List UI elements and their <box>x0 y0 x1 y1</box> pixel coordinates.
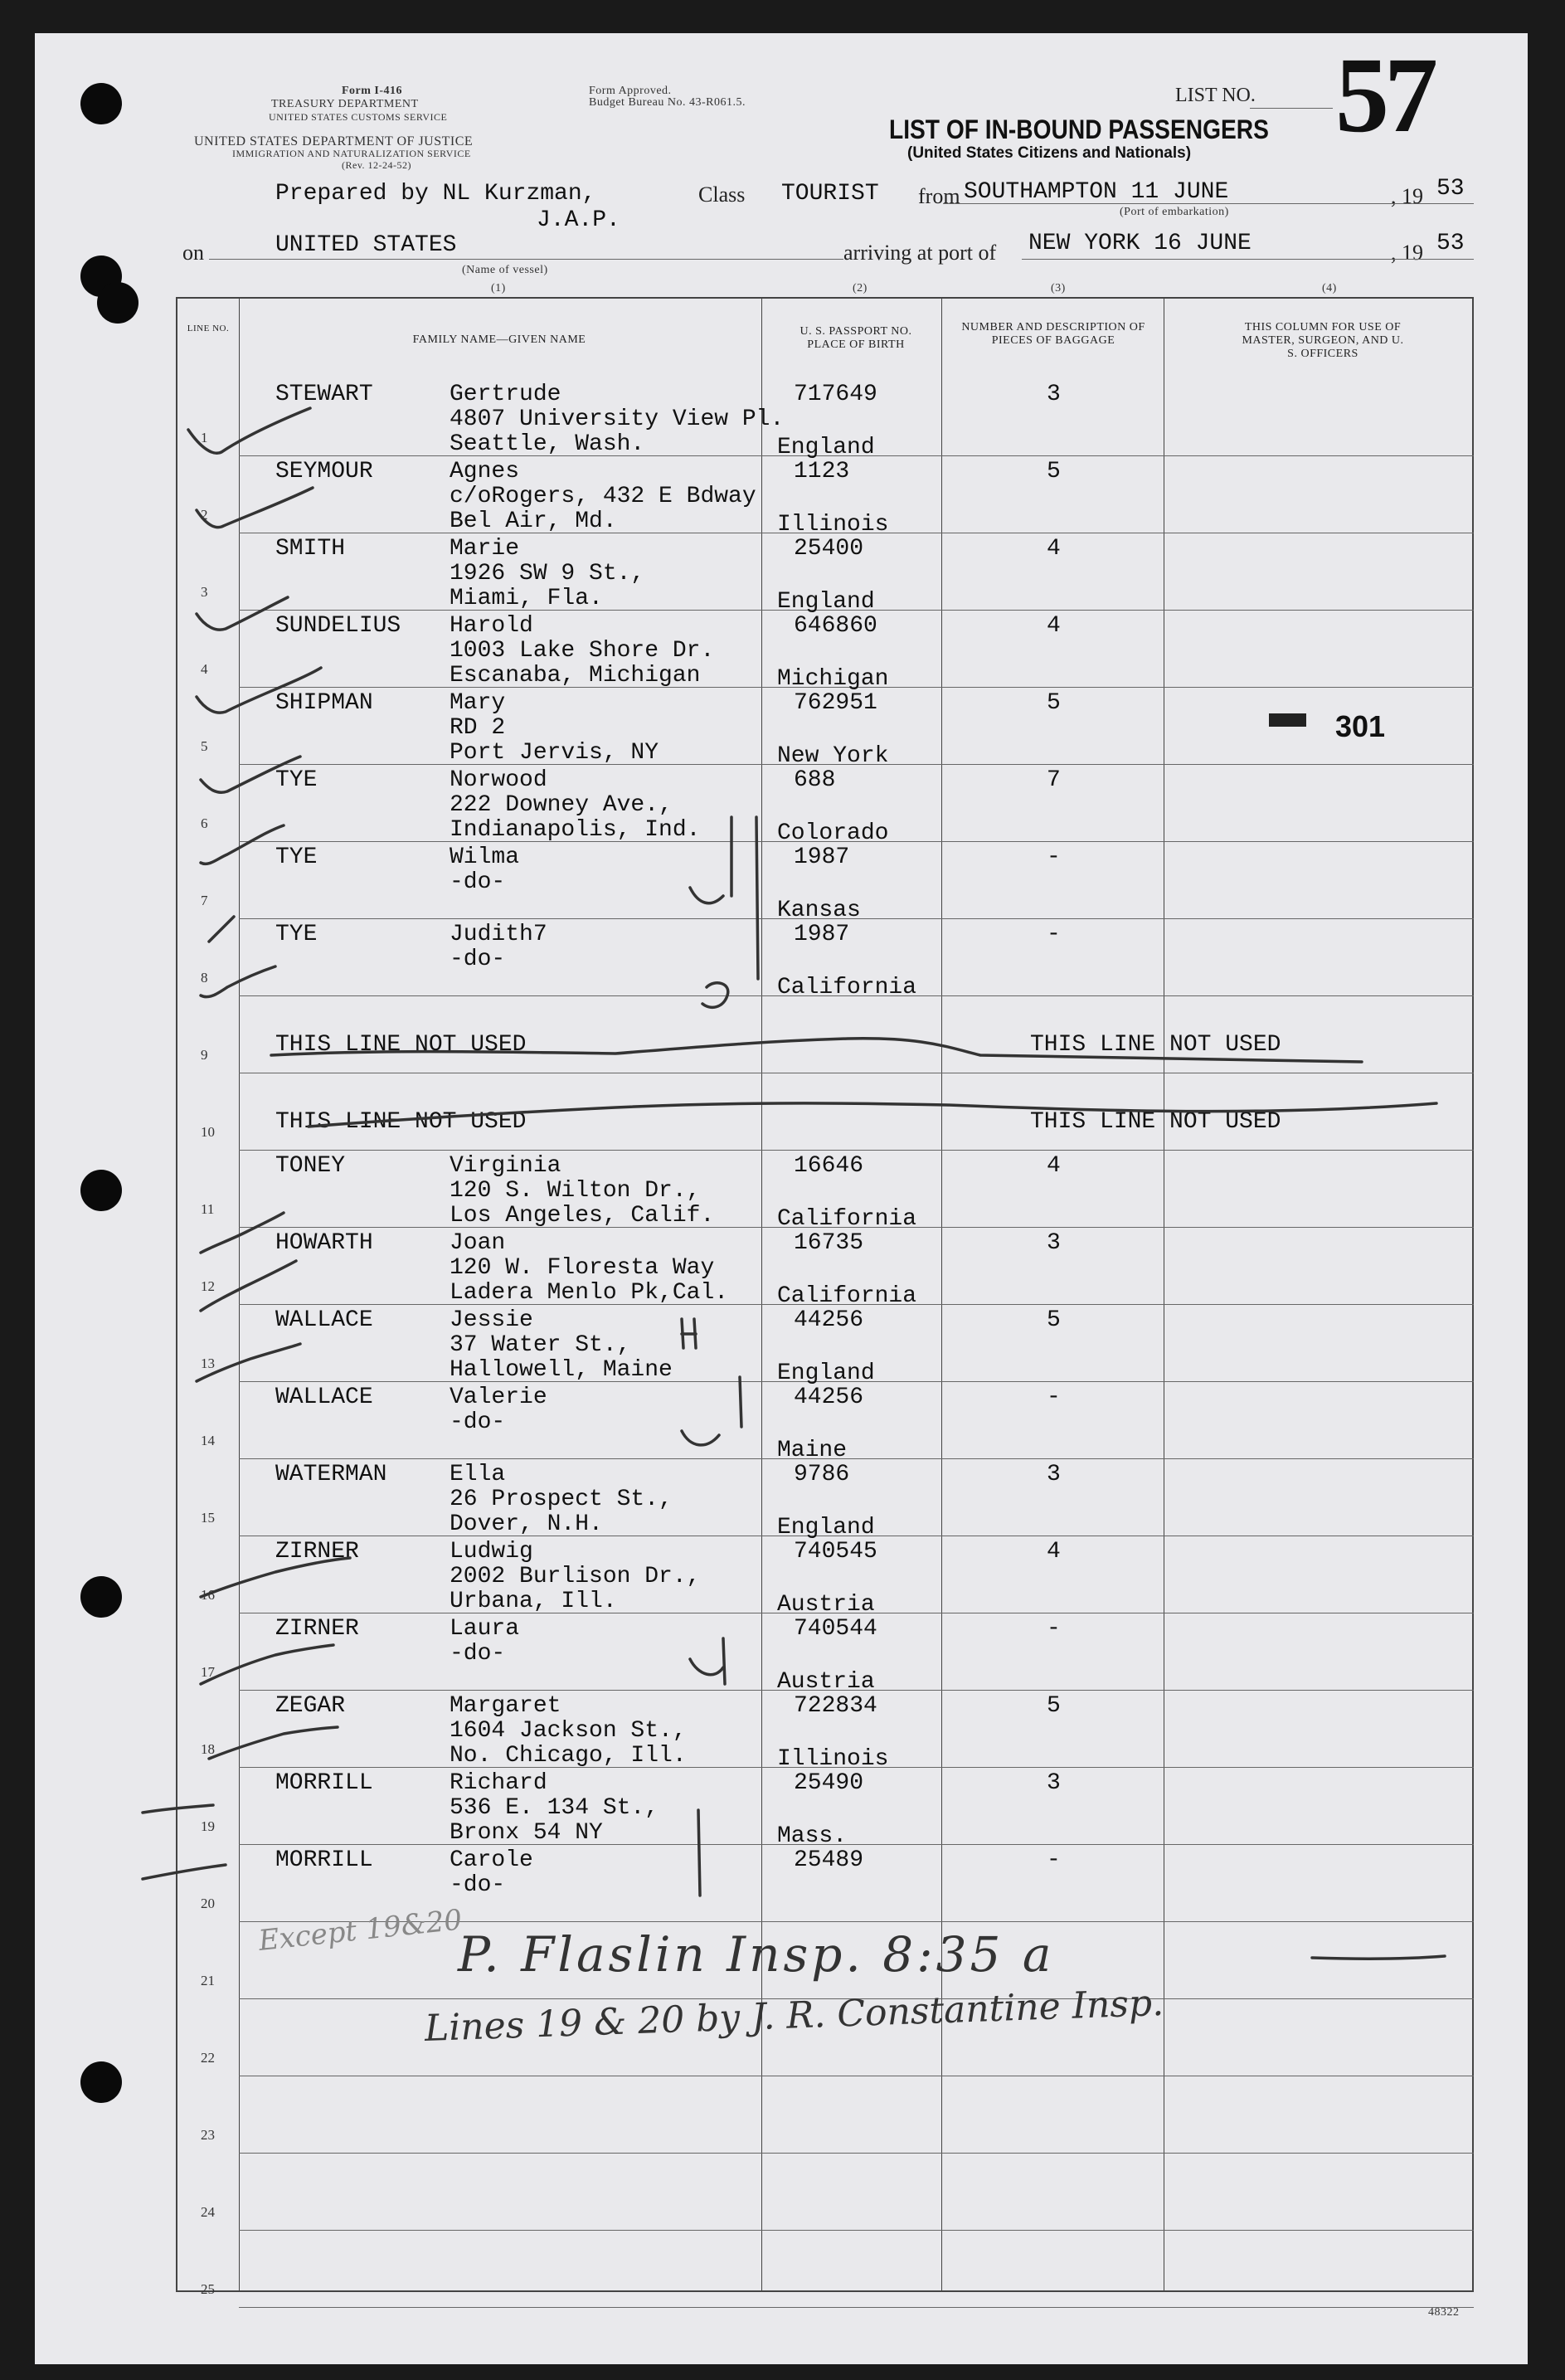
port-of-arrival: NEW YORK 16 JUNE <box>1028 231 1252 256</box>
inspector-signature: P. Flaslin Insp. 8:35 a <box>458 1926 1055 1983</box>
given-name: Ella <box>450 1462 506 1487</box>
address-line-1: 1003 Lake Shore Dr. <box>450 638 715 664</box>
port-embark-caption: (Port of embarkation) <box>1120 206 1229 218</box>
treasury-dept: TREASURY DEPARTMENT <box>271 98 419 110</box>
arrival-year-prefix: , 19 <box>1391 241 1423 265</box>
address-line-1: 1604 Jackson St., <box>450 1718 687 1744</box>
justice-dept: UNITED STATES DEPARTMENT OF JUSTICE <box>194 134 474 148</box>
family-name: TYE <box>275 844 318 870</box>
form-approved: Form Approved. <box>589 85 672 97</box>
line-number: 15 <box>201 1510 215 1526</box>
address-line-1: -do- <box>450 947 506 972</box>
baggage-count: 3 <box>1047 382 1061 407</box>
place-of-birth: Colorado <box>777 820 889 846</box>
given-name: Margaret <box>450 1693 561 1719</box>
check-mark <box>201 757 300 792</box>
col-header-baggage: NUMBER AND DESCRIPTION OF PIECES OF BAGGAGE <box>961 321 1145 347</box>
except-note: Except 19&20 <box>256 1903 464 1958</box>
arrival-year: 53 <box>1436 231 1465 256</box>
place-of-birth: Michigan <box>777 666 889 692</box>
passport-number: 1987 <box>794 922 850 947</box>
preparer-initials: J.A.P. <box>537 207 620 233</box>
family-name: MORRILL <box>275 1847 373 1873</box>
family-name: SUNDELIUS <box>275 613 401 639</box>
form-revision: (Rev. 12-24-52) <box>342 159 412 171</box>
address-line-1: 1926 SW 9 St., <box>450 561 645 586</box>
list-no-label: LIST NO. <box>1175 85 1256 106</box>
address-line-1: -do- <box>450 1641 506 1667</box>
place-of-birth: Illinois <box>777 1746 889 1772</box>
address-line-1: -do- <box>450 1409 506 1435</box>
place-of-birth: California <box>777 1283 917 1309</box>
check-mark <box>197 668 321 713</box>
place-of-birth: Kansas <box>777 898 861 923</box>
family-name: HOWARTH <box>275 1230 373 1256</box>
place-of-birth: Mass. <box>777 1823 848 1849</box>
cross-out-line <box>271 1039 1362 1062</box>
passport-number: 740545 <box>794 1539 877 1565</box>
baggage-count: 5 <box>1047 1693 1061 1719</box>
on-label: on <box>182 241 204 265</box>
address-line-2: Bel Air, Md. <box>450 509 617 534</box>
given-name: Richard <box>450 1770 547 1796</box>
col1-number: (1) <box>491 282 506 294</box>
family-name: ZEGAR <box>275 1693 346 1719</box>
place-of-birth: England <box>777 1360 875 1386</box>
passport-number: 740544 <box>794 1616 877 1642</box>
line-not-used-right: THIS LINE NOT USED <box>1030 1032 1281 1058</box>
passport-number: 722834 <box>794 1693 877 1719</box>
family-name: WATERMAN <box>275 1462 387 1487</box>
address-line-2: Bronx 54 NY <box>450 1820 603 1846</box>
form-subtitle: (United States Citizens and Nationals) <box>907 144 1192 162</box>
family-name: SEYMOUR <box>275 459 373 484</box>
baggage-count: - <box>1047 1616 1061 1642</box>
from-label: from <box>918 184 960 208</box>
given-name: Joan <box>450 1230 506 1256</box>
baggage-count: 5 <box>1047 459 1061 484</box>
family-name: TYE <box>275 922 318 947</box>
constantine-note: Lines 19 & 20 by J. R. Constantine Insp. <box>424 1981 1164 2050</box>
check-mark <box>143 1805 213 1813</box>
line-number: 12 <box>201 1278 215 1294</box>
line-number: 22 <box>201 2050 215 2066</box>
check-mark <box>197 488 313 528</box>
vessel-name: UNITED STATES <box>275 232 457 258</box>
document-page <box>35 33 1528 2364</box>
address-line-2: Escanaba, Michigan <box>450 663 701 689</box>
line-number: 3 <box>201 584 208 600</box>
list-number: 57 <box>1335 36 1433 155</box>
address-line-1: 37 Water St., <box>450 1332 631 1358</box>
family-name: SHIPMAN <box>275 690 373 716</box>
check-mark <box>201 1213 284 1253</box>
line-number: 11 <box>201 1201 215 1217</box>
passport-number: 44256 <box>794 1385 864 1410</box>
family-name: MORRILL <box>275 1770 373 1796</box>
baggage-count: 4 <box>1047 613 1061 639</box>
port-of-embarkation: SOUTHAMPTON 11 JUNE <box>964 179 1229 205</box>
given-name: Laura <box>450 1616 520 1642</box>
passport-number: 9786 <box>794 1462 850 1487</box>
given-name: Agnes <box>450 459 520 484</box>
line-number: 24 <box>201 2204 215 2220</box>
place-of-birth: England <box>777 1515 875 1540</box>
class-value: TOURIST <box>781 181 879 207</box>
line-number: 23 <box>201 2127 215 2143</box>
given-name: Norwood <box>450 767 547 793</box>
address-line-2: Los Angeles, Calif. <box>450 1203 715 1229</box>
address-line-1: -do- <box>450 869 506 895</box>
line-number: 7 <box>201 893 208 908</box>
given-name: Ludwig <box>450 1539 533 1565</box>
check-mark <box>201 1558 350 1597</box>
line-number: 2 <box>201 507 208 523</box>
family-name: TYE <box>275 767 318 793</box>
passport-number: 25489 <box>794 1847 864 1873</box>
handwritten-marks <box>35 33 1528 2364</box>
given-name: Jessie <box>450 1307 533 1333</box>
address-line-2: Port Jervis, NY <box>450 740 659 766</box>
address-line-2: Hallowell, Maine <box>450 1357 673 1383</box>
budget-bureau: Budget Bureau No. 43-R061.5. <box>589 96 746 109</box>
address-line-2: Ladera Menlo Pk,Cal. <box>450 1280 729 1306</box>
line-number: 4 <box>201 661 208 677</box>
cross-out-line <box>309 1103 1436 1127</box>
check-mark <box>209 1727 338 1759</box>
line-number: 6 <box>201 815 208 831</box>
family-name: STEWART <box>275 382 373 407</box>
passport-number: 25490 <box>794 1770 864 1796</box>
vessel-caption: (Name of vessel) <box>462 264 548 276</box>
check-mark <box>197 597 288 630</box>
embark-year-prefix: , 19 <box>1391 184 1423 208</box>
line-number: 9 <box>201 1047 208 1063</box>
col-header-officers: THIS COLUMN FOR USE OF MASTER, SURGEON, AND U. S. OFFICERS <box>1242 321 1404 360</box>
place-of-birth: Maine <box>777 1438 848 1463</box>
form-id: Form I-416 <box>342 85 403 97</box>
line-number: 8 <box>201 970 208 986</box>
address-line-1: 2002 Burlison Dr., <box>450 1564 701 1589</box>
passport-number: 717649 <box>794 382 877 407</box>
passport-number: 25400 <box>794 536 864 562</box>
baggage-count: 3 <box>1047 1770 1061 1796</box>
address-line-1: 26 Prospect St., <box>450 1487 673 1512</box>
baggage-count: 5 <box>1047 1307 1061 1333</box>
passport-number: 16735 <box>794 1230 864 1256</box>
embark-year: 53 <box>1436 176 1465 202</box>
line-number: 5 <box>201 738 208 754</box>
given-name: Mary <box>450 690 506 716</box>
place-of-birth: England <box>777 589 875 615</box>
prepared-by: Prepared by NL Kurzman, <box>275 181 596 207</box>
family-name: SMITH <box>275 536 346 562</box>
family-name: WALLACE <box>275 1307 373 1333</box>
footer-code: 48322 <box>1428 2306 1460 2319</box>
col3-number: (3) <box>1051 282 1066 294</box>
check-mark <box>143 1865 226 1879</box>
line-number: 25 <box>201 2281 215 2297</box>
given-name: Carole <box>450 1847 533 1873</box>
family-name: ZIRNER <box>275 1539 359 1565</box>
baggage-count: 3 <box>1047 1230 1061 1256</box>
given-name: Marie <box>450 536 520 562</box>
line-number: 20 <box>201 1896 215 1911</box>
col-header-name: FAMILY NAME—GIVEN NAME <box>412 333 586 346</box>
place-of-birth: California <box>777 975 917 1000</box>
address-line-1: c/oRogers, 432 E Bdway <box>450 484 756 509</box>
baggage-count: 5 <box>1047 690 1061 716</box>
check-mark <box>201 966 275 997</box>
line-number: 21 <box>201 1973 215 1988</box>
address-line-2: Urbana, Ill. <box>450 1589 617 1614</box>
line-number: 10 <box>201 1124 215 1140</box>
arriving-label: arriving at port of <box>843 241 997 265</box>
address-line-2: Indianapolis, Ind. <box>450 817 701 843</box>
initial-mark <box>682 888 728 1675</box>
address-line-1: 120 S. Wilton Dr., <box>450 1178 701 1204</box>
baggage-count: - <box>1047 1385 1061 1410</box>
place-of-birth: Austria <box>777 1592 875 1618</box>
form-title: LIST OF IN-BOUND PASSENGERS <box>889 114 1269 144</box>
baggage-count: 7 <box>1047 767 1061 793</box>
line-number: 18 <box>201 1741 215 1757</box>
customs-service: UNITED STATES CUSTOMS SERVICE <box>269 111 448 123</box>
check-mark <box>209 917 234 942</box>
family-name: WALLACE <box>275 1385 373 1410</box>
line-number: 17 <box>201 1664 215 1680</box>
given-name: Gertrude <box>450 382 561 407</box>
check-mark <box>201 1261 296 1311</box>
address-line-1: 222 Downey Ave., <box>450 792 673 818</box>
family-name: TONEY <box>275 1153 346 1179</box>
given-name: Judith7 <box>450 922 547 947</box>
place-of-birth: New York <box>777 743 889 769</box>
passport-number: 16646 <box>794 1153 864 1179</box>
bracket-mark <box>698 817 758 1896</box>
ins-service: IMMIGRATION AND NATURALIZATION SERVICE <box>232 148 471 159</box>
address-line-1: -do- <box>450 1872 506 1898</box>
line-number: 19 <box>201 1818 215 1834</box>
passport-number: 762951 <box>794 690 877 716</box>
passport-number: 646860 <box>794 613 877 639</box>
family-name: ZIRNER <box>275 1616 359 1642</box>
passport-number: 1987 <box>794 844 850 870</box>
line-not-used: THIS LINE NOT USED <box>275 1032 527 1058</box>
address-line-2: Miami, Fla. <box>450 586 603 611</box>
line-number: 16 <box>201 1587 215 1603</box>
col-header-passport: U. S. PASSPORT NO. PLACE OF BIRTH <box>800 325 912 351</box>
line-number: 13 <box>201 1355 215 1371</box>
baggage-count: 3 <box>1047 1462 1061 1487</box>
address-line-1: 4807 University View Pl. <box>450 406 785 432</box>
check-mark <box>197 1344 300 1381</box>
place-of-birth: Austria <box>777 1669 875 1695</box>
baggage-count: - <box>1047 922 1061 947</box>
address-line-2: No. Chicago, Ill. <box>450 1743 687 1769</box>
place-of-birth: Illinois <box>777 512 889 538</box>
baggage-count: 4 <box>1047 1539 1061 1565</box>
address-line-1: 120 W. Floresta Way <box>450 1255 715 1281</box>
baggage-count: 4 <box>1047 536 1061 562</box>
place-of-birth: California <box>777 1206 917 1232</box>
passport-number: 1123 <box>794 459 850 484</box>
line-number: 1 <box>201 430 208 445</box>
col2-number: (2) <box>853 282 868 294</box>
col-header-line-no: LINE NO. <box>187 324 230 333</box>
check-mark <box>201 1645 333 1684</box>
address-line-2: Seattle, Wash. <box>450 431 645 457</box>
address-line-1: 536 E. 134 St., <box>450 1795 659 1821</box>
baggage-count: - <box>1047 1847 1061 1873</box>
baggage-count: - <box>1047 844 1061 870</box>
place-of-birth: England <box>777 435 875 460</box>
given-name: Harold <box>450 613 533 639</box>
class-label: Class <box>698 183 746 207</box>
line-number: 14 <box>201 1433 215 1448</box>
check-mark <box>188 408 310 453</box>
address-line-1: RD 2 <box>450 715 506 741</box>
passport-number: 44256 <box>794 1307 864 1333</box>
col4-number: (4) <box>1322 282 1337 294</box>
line-not-used: THIS LINE NOT USED <box>275 1109 527 1135</box>
baggage-count: 4 <box>1047 1153 1061 1179</box>
given-name: Virginia <box>450 1153 561 1179</box>
officer-stamp: 301 <box>1335 709 1386 743</box>
signature-underline <box>1312 1956 1445 1959</box>
address-line-2: Dover, N.H. <box>450 1511 603 1537</box>
given-name: Wilma <box>450 844 520 870</box>
line-not-used-right: THIS LINE NOT USED <box>1030 1109 1281 1135</box>
check-mark <box>201 825 284 864</box>
passport-number: 688 <box>794 767 836 793</box>
given-name: Valerie <box>450 1385 547 1410</box>
